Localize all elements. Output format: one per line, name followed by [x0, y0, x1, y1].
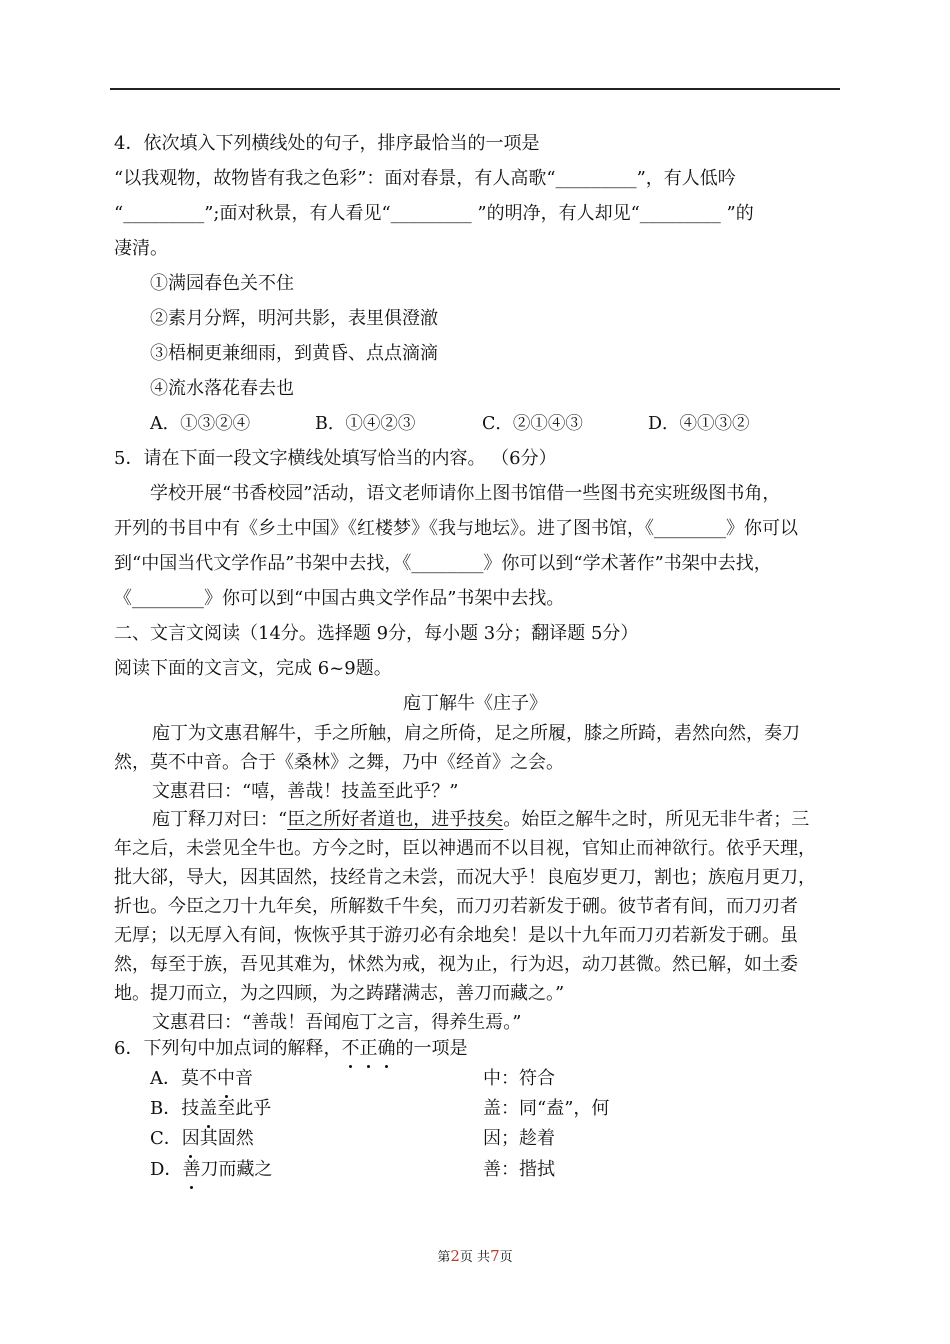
page-total: 7	[490, 1247, 500, 1265]
passage-line: 折也。今臣之刀十九年矣，所解数千牛矣，而刀刃若新发于硎。彼节者有间，而刀刃者	[114, 896, 798, 917]
q6-gloss-b: 盖：同“盍”，何	[483, 1098, 610, 1119]
passage-line: 然，每至于族，吾见其难为，怵然为戒，视为止，行为迟，动刀甚微。然已解，如土委	[114, 954, 798, 975]
q4-stem: 4．依次填入下列横线处的句子，排序最恰当的一项是	[114, 133, 540, 154]
passage-title: 庖丁解牛《庄子》	[403, 693, 547, 714]
q4-choice-a: A．①③②④	[150, 414, 251, 434]
passage-line: 文惠君曰：“善哉！吾闻庖丁之言，得养生焉。”	[152, 1012, 522, 1033]
passage-line: 年之后，未尝见全牛也。方今之时，臣以神遇而不以目视，官知止而神欲行。依乎天理，	[114, 838, 816, 859]
dotted-char: 不	[341, 1038, 360, 1059]
q6-stem-text: 的一项是	[395, 1038, 468, 1059]
q6-stem-text: 6．下列句中加点词的解释，	[114, 1038, 342, 1059]
q6-stem	[114, 1037, 467, 1061]
option-letter: B．	[150, 1098, 182, 1119]
q4-text-line: “_________”;面对秋景，有人看见“_________ ”的明净，有人却见“_________ ”的	[114, 203, 754, 224]
dotted-char: 善	[182, 1159, 201, 1180]
section-heading: 二、文言文阅读（14分。选择题 9分，每小题 3分；翻译题 5分）	[114, 623, 639, 644]
option-text: 刀而藏之	[200, 1159, 273, 1180]
header-rule	[110, 88, 840, 90]
option-text: 至此乎	[217, 1098, 272, 1119]
page-number: 2	[450, 1247, 460, 1265]
q4-item: ①满园春色关不住	[150, 273, 294, 294]
q4-item: ④流水落花春去也	[150, 378, 294, 399]
q4-choice-c: C．②①④③	[482, 414, 583, 434]
q5-text-line: 开列的书目中有《乡土中国》《红楼梦》《我与地坛》。进了图书馆，《________》你可以	[114, 518, 798, 539]
q4-choice-d: D．④①③②	[648, 414, 750, 434]
q6-gloss-c: 因；趁着	[483, 1128, 555, 1149]
passage-line: 无厚；以无厚入有间，恢恢乎其于游刃必有余地矣！是以十九年而刀刃若新发于硎。虽	[114, 925, 798, 946]
passage-line	[152, 808, 809, 832]
dotted-char: 因	[181, 1128, 200, 1149]
dotted-char: 盖	[199, 1098, 218, 1119]
dotted-char: 正	[359, 1038, 378, 1059]
option-text: 技	[181, 1098, 200, 1119]
q6-gloss-a: 中：符合	[483, 1068, 555, 1089]
passage-text: 。始臣之解牛之时，所见无非牛者；三	[503, 809, 810, 830]
option-letter: D．	[150, 1159, 183, 1180]
q6-option-a	[150, 1067, 253, 1091]
q4-item: ③梧桐更兼细雨，到黄昏、点点滴滴	[150, 343, 438, 364]
q4-text-line: “以我观物，故物皆有我之色彩”：面对春景，有人高歌“_________”，有人低吟	[114, 168, 736, 189]
q5-text-line: 学校开展“书香校园”活动，语文老师请你上图书馆借一些图书充实班级图书角，	[150, 483, 781, 504]
dotted-char: 中	[217, 1068, 235, 1089]
option-text: 莫不	[181, 1068, 217, 1089]
q6-gloss-d: 善：揩拭	[483, 1159, 555, 1180]
footer-text: 页	[499, 1250, 513, 1265]
q4-item: ②素月分辉，明河共影，表里俱澄澈	[150, 308, 438, 329]
passage-line: 文惠君曰：“嘻，善哉！技盖至此乎？”	[152, 781, 459, 802]
passage-line: 然，莫不中音。合于《桑林》之舞，乃中《经首》之会。	[114, 752, 564, 773]
dotted-char: 确	[377, 1038, 396, 1059]
underlined-sentence: 臣之所好者道也，进乎技矣	[287, 809, 504, 830]
q6-option-d	[150, 1158, 272, 1182]
option-letter: C．	[150, 1128, 182, 1149]
footer-text: 第	[437, 1250, 451, 1265]
passage-text: 庖丁释刀对曰：“	[152, 809, 288, 830]
passage-line: 庖丁为文惠君解牛，手之所触，肩之所倚，足之所履，膝之所踦，砉然向然，奏刀	[152, 723, 800, 744]
footer-text: 页 共	[459, 1250, 491, 1265]
q5-stem: 5．请在下面一段文字横线处填写恰当的内容。 （6分）	[114, 448, 557, 469]
passage-line: 批大郤，导大，因其固然，技经肯之未尝，而况大乎！良庖岁更刀，割也；族庖月更刀，	[114, 867, 816, 888]
passage-line: 地。提刀而立，为之四顾，为之踌躇满志，善刀而藏之。”	[114, 983, 565, 1004]
q6-option-c	[150, 1127, 254, 1151]
option-text: 其固然	[199, 1128, 254, 1149]
q5-text-line: 《________》你可以到“中国古典文学作品”书架中去找。	[114, 588, 565, 609]
section-instruction: 阅读下面的文言文，完成 6~9题。	[114, 658, 392, 679]
page-footer	[0, 1246, 950, 1265]
q5-text-line: 到“中国当代文学作品”书架中去找，《________》你可以到“学术著作”书架中去找，	[114, 553, 772, 574]
option-text: 音	[235, 1068, 253, 1089]
q4-text-line: 凄清。	[114, 238, 168, 259]
q4-choice-b: B．①④②③	[315, 414, 416, 434]
option-letter: A．	[150, 1068, 181, 1089]
q6-option-b	[150, 1097, 271, 1121]
